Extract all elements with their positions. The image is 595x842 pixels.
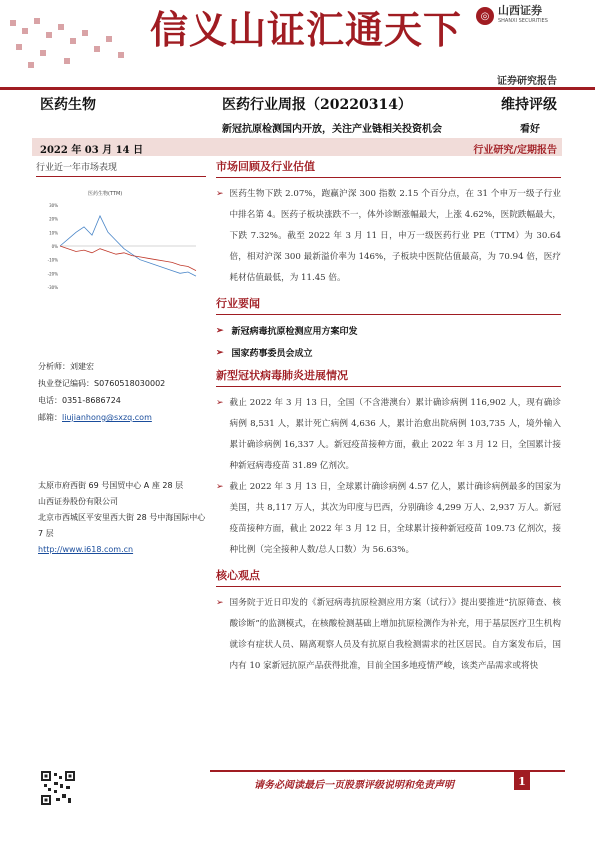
disclaimer-note: 请务必阅读最后一页股票评级说明和免责声明 xyxy=(254,780,454,791)
y-tick-label: 0% xyxy=(51,244,58,249)
analyst-phone: 电话：0351-8686724 xyxy=(38,396,121,405)
market-review-text: 医药生物下跌 2.07%，跑赢沪深 300 指数 2.15 个百分点，在 31 个申万一级子行业中排名第 4。医药子板块涨跌不一，体外诊断涨幅最大，上涨 4.62%，医院跌幅最大，下跌 7.32%。截至 2022 年 3 月 11 日，申万一级医药行业 PE（TTM）为 30.64 倍，相对沪深 300 最新溢价率为 146%，子板块中医院估值最高，为 70.94 倍，医疗耗材估值最低，为 11.45 倍。 xyxy=(229,189,561,283)
analyst-info xyxy=(38,358,208,426)
report-title: 医药行业周报（20220314） xyxy=(222,97,412,113)
report-type: 证券研究报告 xyxy=(497,76,557,87)
header-divider xyxy=(0,87,595,90)
bullet-arrow-icon: ➢ xyxy=(216,398,224,408)
news-item-1: 新冠病毒抗原检测应用方案印发 xyxy=(231,327,358,337)
main-content xyxy=(216,158,561,677)
industry-name: 医药生物 xyxy=(40,97,96,113)
brand-name-en: SHANXI SECURITIES xyxy=(498,18,548,24)
address-line-1: 太原市府西街 69 号国贸中心 A 座 28 层 xyxy=(38,481,184,490)
bullet-arrow-icon: ➢ xyxy=(216,189,224,199)
chart-legend-label: 医药生物(TTM) xyxy=(88,191,123,197)
decorative-pattern xyxy=(0,10,160,80)
analyst-reg-code: 执业登记编码：S0760518030002 xyxy=(38,379,166,388)
brand-slogan: 信义山证汇通天下 xyxy=(150,7,463,52)
covid-global-text: 截止 2022 年 3 月 13 日，全球累计确诊病例 4.57 亿人，累计确诊病例最多的国家为美国，共 8,117 万人，其次为印度与巴西，分别确诊 4,299 万人、2,937 万人。新冠疫苗接种方面，截止 2022 年 3 月 12 日，全球累计接种新冠疫苗 109.73 亿剂次，接种比例（完全接种人数/总人口数）为 56.63%。 xyxy=(229,482,561,555)
bullet-arrow-icon: ➢ xyxy=(216,348,224,358)
market-line-chart xyxy=(36,177,206,307)
series-line-2 xyxy=(60,246,196,271)
page-number: 1 xyxy=(514,772,530,790)
y-tick-label: -20% xyxy=(47,271,58,277)
market-chart-panel xyxy=(36,160,206,311)
section-industry-news: 行业要闻 xyxy=(216,295,561,315)
footer-divider xyxy=(210,770,565,772)
address-line-2: 山西证券股份有限公司 xyxy=(38,497,118,506)
y-tick-label: 30% xyxy=(49,203,58,208)
y-tick-label: -10% xyxy=(47,257,58,263)
address-line-3: 北京市西城区平安里西大街 28 号中海国际中心 7 层 xyxy=(38,513,206,538)
company-logo xyxy=(476,6,548,26)
rating-label: 维持评级 xyxy=(501,97,557,113)
analyst-email-link[interactable]: liujianhong@sxzq.com xyxy=(62,413,152,422)
report-date: 2022 年 03 月 14 日 xyxy=(40,145,144,156)
covid-domestic-text: 截止 2022 年 3 月 13 日，全国（不含港澳台）累计确诊病例 116,902 人，现有确诊病例 8,531 人，累计死亡病例 4,636 人，累计治愈出院病例 103,735 人，境外输入累计确诊病例 16,337 人。新冠疫苗接种方面，截止 2022 年 3 月 12 日，全国累计接种新冠病毒疫苗 31.89 亿剂次。 xyxy=(229,398,561,471)
y-tick-label: 10% xyxy=(49,230,58,236)
core-views-text: 国务院于近日印发的《新冠病毒抗原检测应用方案（试行）》提出要推进“抗原筛查、核酸诊断”的监测模式，在核酸检测基础上增加抗原检测作为补充，用于基层医疗卫生机构就诊有症状人员、隔离观察人员及有抗原自我检测需求的社区居民。自方案发布后，国内有 10 家新冠抗原产品获得批准，目前全国多地疫情严峻，该类产品需求或将快 xyxy=(229,598,561,671)
y-tick-label: -30% xyxy=(47,285,58,290)
bullet-arrow-icon: ➢ xyxy=(216,326,224,336)
outlook-label: 看好 xyxy=(520,124,540,135)
y-tick-label: 20% xyxy=(49,216,58,222)
news-item-2: 国家药事委员会成立 xyxy=(231,349,313,359)
section-covid-progress: 新型冠状病毒肺炎进展情况 xyxy=(216,367,561,387)
chart-title: 行业近一年市场表现 xyxy=(36,163,118,173)
bullet-arrow-icon: ➢ xyxy=(216,482,224,492)
company-address xyxy=(38,478,208,558)
logo-mark-icon: ◎ xyxy=(476,7,494,25)
analyst-name: 分析师：刘建宏 xyxy=(38,362,94,371)
qr-code-icon xyxy=(40,770,76,806)
report-category: 行业研究/定期报告 xyxy=(473,145,557,156)
website-link[interactable]: http://www.i618.com.cn xyxy=(38,545,134,554)
section-core-views: 核心观点 xyxy=(216,567,561,587)
brand-name-cn: 山西证券 xyxy=(498,4,542,17)
report-subtitle: 新冠抗原检测国内开放，关注产业链相关投资机会 xyxy=(222,124,442,135)
analyst-email-label: 邮箱： xyxy=(38,413,62,422)
bullet-arrow-icon: ➢ xyxy=(216,598,224,608)
section-market-review: 市场回顾及行业估值 xyxy=(216,158,561,178)
